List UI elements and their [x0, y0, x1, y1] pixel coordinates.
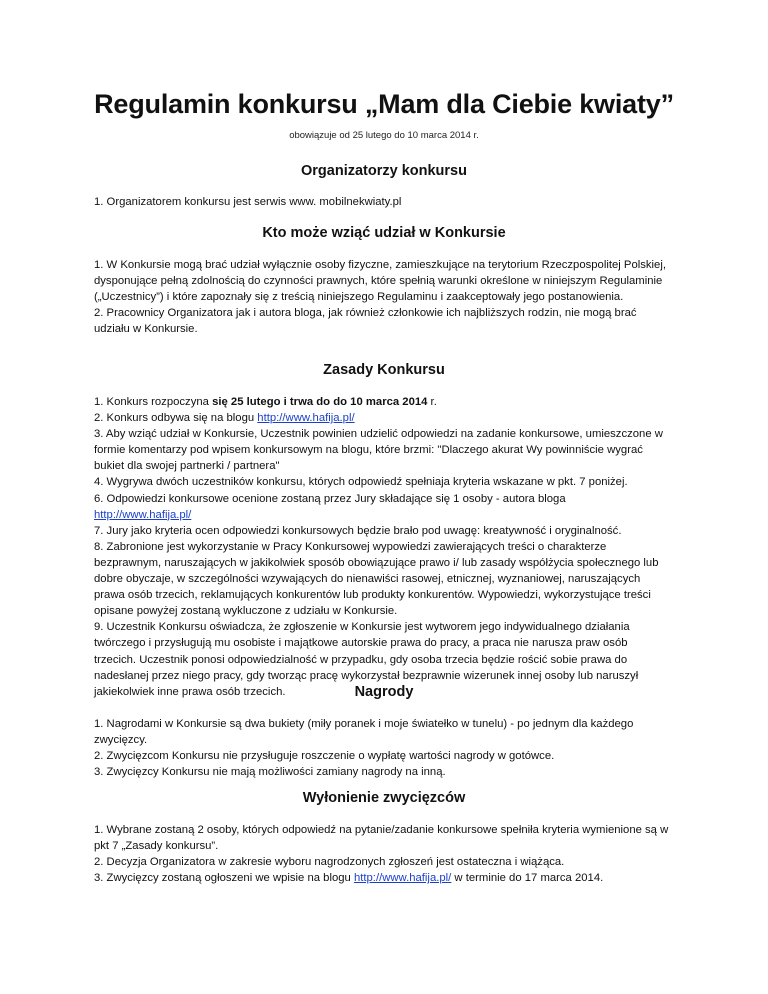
paragraph: 2. Pracownicy Organizatora jak i autora bloga, jak również członkowie ich najbliższych rodzin, nie mogą brać udziału w Konkursie.: [94, 307, 637, 336]
bold-dates: się 25 lutego i trwa do do 10 marca 2014: [212, 396, 428, 408]
paragraph: 7. Jury jako kryteria ocen odpowiedzi konkursowych będzie brało pod uwagę: kreatywność i oryginalność.: [94, 524, 622, 537]
document-title: Regulamin konkursu „Mam dla Ciebie kwiaty”: [94, 89, 674, 119]
paragraph: 9. Uczestnik Konkursu oświadcza, że zgłoszenie w Konkursie jest wytworem jego indywidualnego działania twórczego i przysługują mu osobiste i majątkowe autorskie prawa do pracy, a praca nie narusza praw osób trzecich. Uczestnik ponosi odpowiedzialność w przypadku, gdy osoba trzecia będzie rościć sobie prawa do nadesłanej przez niego pracy, gdy tworząc pracę wykorzystał bezprawnie wizerunek innej osoby lub naruszył jakiekolwiek inne prawa osób trzecich.: [94, 621, 639, 698]
section-organizers: [94, 194, 672, 210]
section-winners: [94, 822, 672, 886]
document-subtitle: obowiązuje od 25 lutego do 10 marca 2014 r.: [289, 130, 479, 141]
paragraph: 3. Zwycięzcy zostaną ogłoszeni we wpisie na blogu http://www.hafija.pl/ w terminie do 17 marca 2014.: [94, 872, 604, 885]
section-heading-eligibility: Kto może wziąć udział w Konkursie: [262, 225, 506, 241]
section-eligibility: [94, 257, 672, 337]
section-prizes: [94, 716, 672, 780]
paragraph: 1. Wybrane zostaną 2 osoby, których odpowiedź na pytanie/zadanie konkursowe spełniła kryteria wymienione są w pkt 7 „Zasady konkursu”.: [94, 824, 669, 853]
paragraph: 3. Zwycięzcy Konkursu nie mają możliwości zamiany nagrody na inną.: [94, 766, 446, 779]
section-heading-organizers: Organizatorzy konkursu: [301, 163, 467, 179]
paragraph: 1. Nagrodami w Konkursie są dwa bukiety (miły poranek i moje światełko w tunelu) - po jednym dla każdego zwycięzcy.: [94, 718, 634, 747]
section-heading-rules: Zasady Konkursu: [323, 362, 445, 378]
section-rules: [94, 394, 672, 700]
blog-link[interactable]: http://www.hafija.pl/: [257, 412, 355, 425]
blog-link[interactable]: http://www.hafija.pl/: [353, 872, 452, 885]
paragraph: 2. Decyzja Organizatora w zakresie wyboru nagrodzonych zgłoszeń jest ostateczna i wiążąca.: [94, 856, 565, 869]
paragraph: 8. Zabronione jest wykorzystanie w Pracy Konkursowej wypowiedzi zawierających treści o charakterze bezprawnym, naruszających w jakikolwiek sposób obowiązujące prawo i/ lub zasady współżycia społecznego lub dobre obyczaje, w szczególności wzywających do nienawiści rasowej, etnicznej, wyznaniowej, naruszających prawa osób trzecich, reklamujących konkurentów lub produkty konkurentów. Wypowiedzi, wykorzystujące treści opisane powyżej zostaną wykluczone z udziału w Konkursie.: [94, 540, 659, 618]
section-heading-winners: Wyłonienie zwycięzców: [302, 790, 466, 806]
paragraph: 1. Konkurs rozpoczyna się 25 lutego i trwa do do 10 marca 2014 r.: [94, 396, 437, 408]
blog-link[interactable]: http://www.hafija.pl/: [94, 508, 192, 521]
paragraph: 1. Organizatorem konkursu jest serwis www. mobilnekwiaty.pl: [94, 196, 402, 208]
paragraph: 4. Wygrywa dwóch uczestników konkursu, których odpowiedź spełniaja kryteria wskazane w pkt. 7 poniżej.: [94, 476, 628, 489]
paragraph: 3. Aby wziąć udział w Konkursie, Uczestnik powinien udzielić odpowiedzi na zadanie konkursowe, umieszczone w formie komentarzy pod wpisem konkursowym na blogu, które brzmi: "Dlaczego akurat Wy powinniście wygrać bukiet dla swojej partnerki / partnera": [94, 428, 663, 473]
paragraph: 2. Konkurs odbywa się na blogu http://www.hafija.pl/: [94, 412, 355, 425]
paragraph: [94, 507, 672, 523]
paragraph: 1. W Konkursie mogą brać udział wyłącznie osoby fizyczne, zamieszkujące na terytorium Rzeczpospolitej Polskiej, dysponujące pełną zdolnością do czynności prawnych, które spełnią warunki określone w niniejszym Regulaminie („Uczestnicy”) i które zapoznały się z treścią niniejszego Regulaminu i zaakceptowały jego postanowienia.: [94, 259, 666, 304]
paragraph: 6. Odpowiedzi konkursowe ocenione zostaną przez Jury składające się 1 osoby - autora bloga: [94, 492, 566, 505]
paragraph: 2. Zwycięzcom Konkursu nie przysługuje roszczenie o wypłatę wartości nagrody w gotówce.: [94, 750, 555, 763]
section-heading-prizes: Nagrody: [354, 684, 414, 700]
